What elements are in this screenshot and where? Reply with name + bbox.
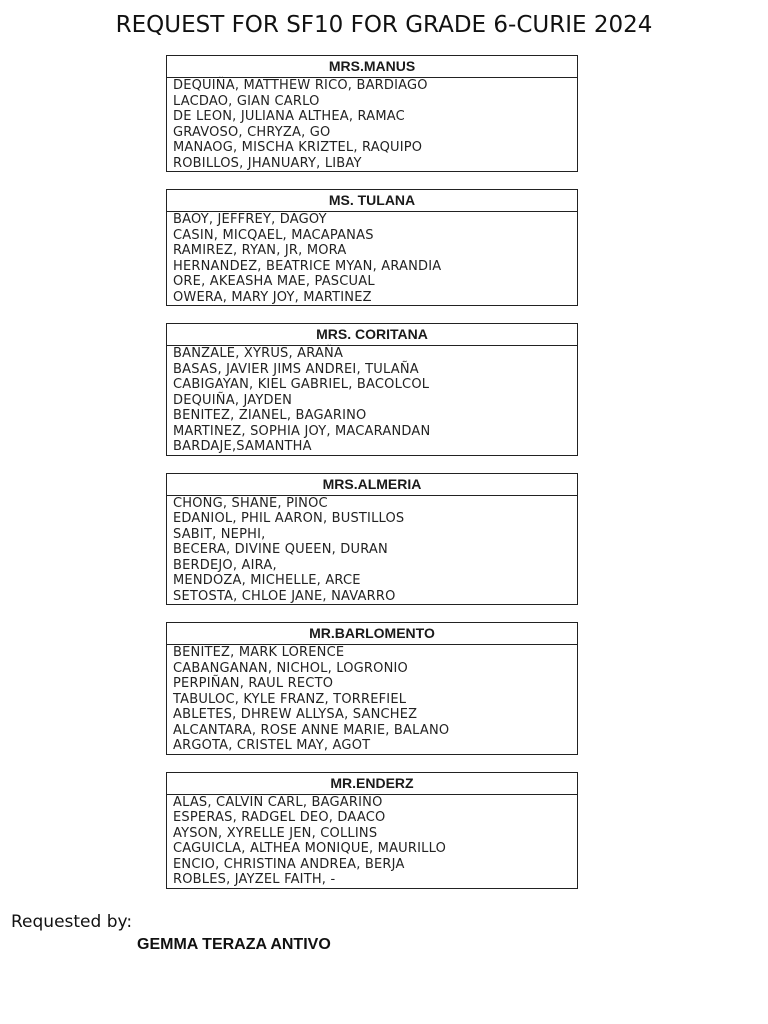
student-name: GRAVOSO, CHRYZA, GO — [173, 124, 331, 140]
student-name: ARGOTA, CRISTEL MAY, AGOT — [173, 738, 371, 753]
student-list — [167, 795, 577, 888]
student-name: CASIN, MICQAEL, MACAPANAS — [173, 227, 374, 243]
student-list — [167, 346, 577, 455]
student-name: OWERA, MARY JOY, MARTINEZ — [173, 289, 372, 305]
teacher-groups — [166, 55, 578, 906]
teacher-group — [166, 473, 578, 606]
requested-by-label: Requested by: — [11, 912, 133, 932]
student-list — [167, 496, 577, 605]
student-name: BERDEJO, AIRA, — [173, 557, 277, 573]
page-title: REQUEST FOR SF10 FOR GRADE 6-CURIE 2024 — [115, 12, 653, 38]
teacher-group — [166, 622, 578, 755]
student-name: MENDOZA, MICHELLE, ARCE — [173, 573, 361, 588]
teacher-name: MR.ENDERZ — [167, 773, 577, 795]
student-list — [167, 78, 577, 171]
student-name: ROBLES, JAYZEL FAITH, - — [173, 872, 336, 887]
teacher-name: MR.BARLOMENTO — [167, 623, 577, 645]
student-name: BENITEZ, MARK LORENCE — [173, 645, 345, 660]
student-name: MARTINEZ, SOPHIA JOY, MACARANDAN — [173, 423, 431, 439]
student-name: BAOY, JEFFREY, DAGOY — [173, 212, 327, 227]
teacher-group — [166, 772, 578, 889]
student-name: HERNANDEZ, BEATRICE MYAN, ARANDIA — [173, 258, 442, 274]
student-name: SETOSTA, CHLOE JANE, NAVARRO — [173, 588, 396, 604]
student-name: BECERA, DIVINE QUEEN, DURAN — [173, 542, 388, 557]
teacher-name: MRS. CORITANA — [167, 324, 577, 346]
student-name: RAMIREZ, RYAN, JR, MORA — [173, 243, 347, 258]
teacher-name: MRS.MANUS — [167, 56, 577, 78]
student-name: ENCIO, CHRISTINA ANDREA, BERJA — [173, 856, 405, 872]
student-name: DEQUIÑA, MATTHEW RICO, BARDIAGO — [173, 78, 428, 93]
student-name: TABULOC, KYLE FRANZ, TORREFIEL — [173, 691, 407, 707]
teacher-name: MRS.ALMERIA — [167, 474, 577, 496]
student-list — [167, 645, 577, 754]
student-name: MANAOG, MISCHA KRIZTEL, RAQUIPO — [173, 140, 423, 155]
student-name: ABLETES, DHREW ALLYSA, SANCHEZ — [173, 707, 418, 722]
student-name: CAGUICLA, ALTHEA MONIQUE, MAURILLO — [173, 841, 447, 856]
student-name: EDANIOL, PHIL AARON, BUSTILLOS — [173, 511, 405, 526]
student-name: ROBILLOS, JHANUARY, LIBAY — [173, 155, 362, 171]
student-name: BASAS, JAVIER JIMS ANDREI, TULAÑA — [173, 361, 419, 377]
teacher-group — [166, 189, 578, 306]
student-name: BENITEZ, ZIANEL, BAGARINO — [173, 408, 367, 423]
student-name: AYSON, XYRELLE JEN, COLLINS — [173, 825, 378, 841]
student-name: ORE, AKEASHA MAE, PASCUAL — [173, 274, 375, 289]
student-name: ESPERAS, RADGEL DEO, DAACO — [173, 810, 386, 825]
student-name: CABIGAYAN, KIEL GABRIEL, BACOLCOL — [173, 377, 430, 392]
teacher-group — [166, 55, 578, 172]
student-name: ALAS, CALVIN CARL, BAGARINO — [173, 794, 383, 810]
student-name: BARDAJE,SAMANTHA — [173, 439, 312, 454]
student-list — [167, 212, 577, 305]
student-name: ALCANTARA, ROSE ANNE MARIE, BALANO — [173, 722, 450, 738]
student-name: DEQUIÑA, JAYDEN — [173, 392, 293, 408]
student-name: SABIT, NEPHI, — [173, 526, 266, 542]
student-name: CABANGANAN, NICHOL, LOGRONIO — [173, 660, 408, 676]
student-name: LACDAO, GIAN CARLO — [173, 93, 320, 109]
student-name: PERPIÑAN, RAUL RECTO — [173, 676, 334, 691]
teacher-name: MS. TULANA — [167, 190, 577, 212]
requester-name: GEMMA TERAZA ANTIVO — [137, 936, 331, 953]
student-name: CHONG, SHANE, PINOC — [173, 495, 328, 511]
teacher-group — [166, 323, 578, 456]
student-name: DE LEON, JULIANA ALTHEA, RAMAC — [173, 109, 405, 124]
student-name: BANZALE, XYRUS, ARAÑA — [173, 346, 344, 361]
